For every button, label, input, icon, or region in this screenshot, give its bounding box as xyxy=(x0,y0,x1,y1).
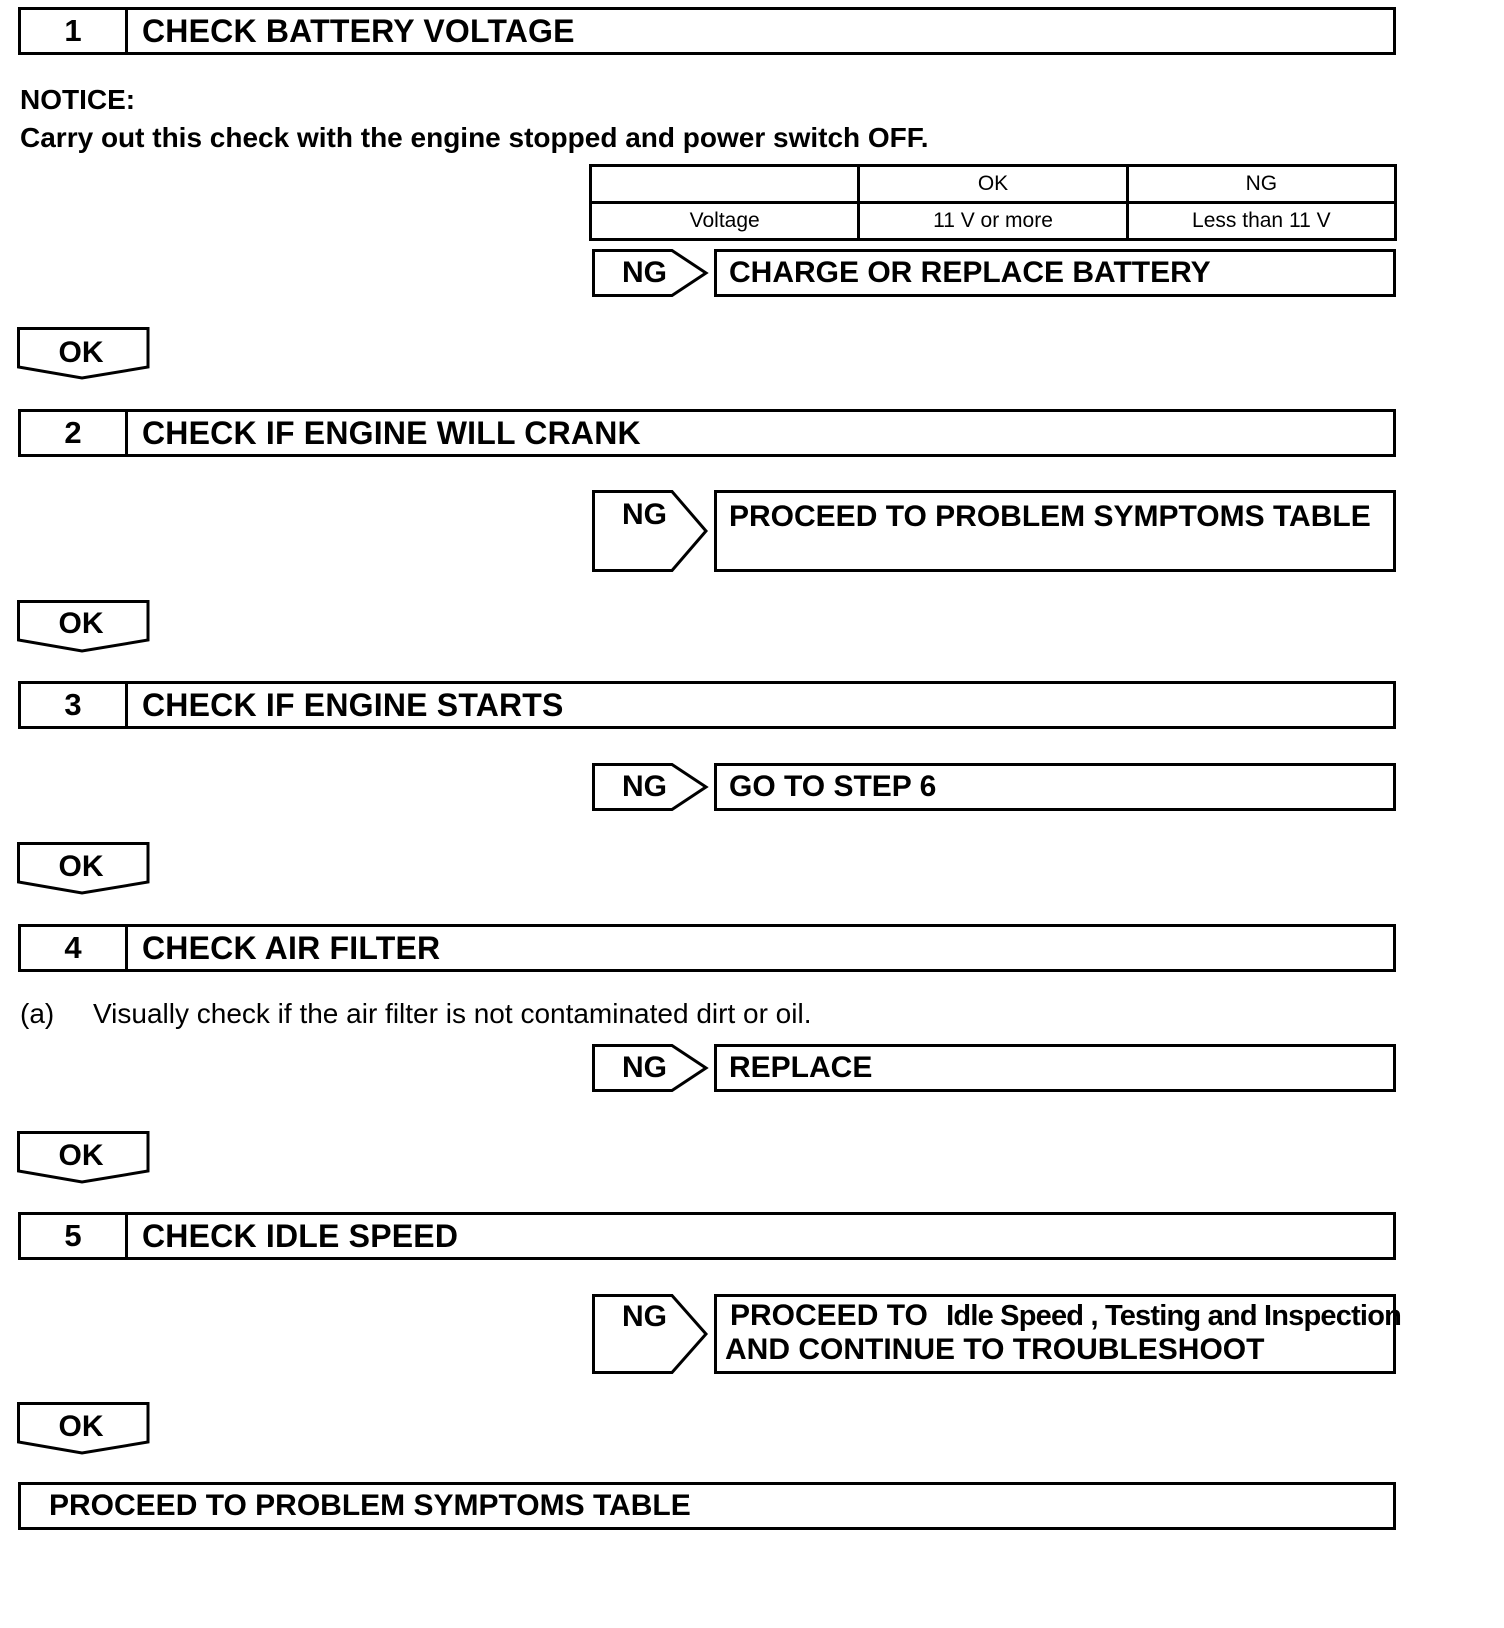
result-line-1 xyxy=(725,1299,1402,1333)
step-title: CHECK IDLE SPEED xyxy=(142,1217,459,1254)
ng-label: NG xyxy=(622,770,667,803)
ng-label: NG xyxy=(622,1051,667,1084)
ng-branch-5 xyxy=(592,1294,710,1374)
idle-speed-link[interactable]: Idle Speed , Testing and Inspection xyxy=(946,1300,1402,1332)
ok-label: OK xyxy=(58,1139,104,1172)
ng-branch-4 xyxy=(592,1044,710,1092)
ng-branch-1 xyxy=(592,249,710,297)
step-2-header xyxy=(18,409,1396,457)
substep-text: Visually check if the air filter is not contaminated dirt or oil. xyxy=(93,998,812,1029)
result-line-2: AND CONTINUE TO TROUBLESHOOT xyxy=(725,1333,1265,1366)
result-charge-battery: CHARGE OR REPLACE BATTERY xyxy=(714,249,1396,297)
result-replace: REPLACE xyxy=(714,1044,1396,1092)
result-idle-speed xyxy=(714,1294,1402,1374)
step-1-header xyxy=(18,7,1396,55)
final-proceed-box: PROCEED TO PROBLEM SYMPTOMS TABLE xyxy=(18,1482,1396,1530)
table-cell xyxy=(591,166,859,203)
step-number: 1 xyxy=(21,10,128,52)
table-cell: 11 V or more xyxy=(859,203,1127,240)
result-proceed-symptoms: PROCEED TO PROBLEM SYMPTOMS TABLE xyxy=(714,490,1396,572)
ng-branch-2 xyxy=(592,490,710,572)
ng-label: NG xyxy=(622,1300,667,1333)
result-prefix: PROCEED TO xyxy=(730,1299,928,1332)
table-cell: Less than 11 V xyxy=(1127,203,1395,240)
step-title: CHECK AIR FILTER xyxy=(142,929,441,966)
table-row xyxy=(591,203,1396,240)
ng-label: NG xyxy=(622,256,667,289)
ok-label: OK xyxy=(58,1410,104,1443)
notice-heading: NOTICE: xyxy=(20,84,136,115)
step-5-header xyxy=(18,1212,1396,1260)
step-number: 3 xyxy=(21,684,128,726)
ok-label: OK xyxy=(58,336,104,369)
voltage-spec-table xyxy=(589,164,1397,241)
ok-label: OK xyxy=(58,607,104,640)
step-title: CHECK BATTERY VOLTAGE xyxy=(142,12,575,49)
ng-branch-3 xyxy=(592,763,710,811)
step-title: CHECK IF ENGINE STARTS xyxy=(142,686,564,723)
ok-label: OK xyxy=(58,850,104,883)
table-cell: NG xyxy=(1127,166,1395,203)
notice-text: Carry out this check with the engine stopped and power switch OFF. xyxy=(20,122,929,153)
table-cell: Voltage xyxy=(591,203,859,240)
step-number: 5 xyxy=(21,1215,128,1257)
step-4-header xyxy=(18,924,1396,972)
step-number: 4 xyxy=(21,927,128,969)
table-cell: OK xyxy=(859,166,1127,203)
step-number: 2 xyxy=(21,412,128,454)
table-header-row xyxy=(591,166,1396,203)
substep-marker: (a) xyxy=(20,998,55,1029)
step-title: CHECK IF ENGINE WILL CRANK xyxy=(142,414,641,451)
step-3-header xyxy=(18,681,1396,729)
result-go-to-step-6: GO TO STEP 6 xyxy=(714,763,1396,811)
ng-label: NG xyxy=(622,498,667,531)
